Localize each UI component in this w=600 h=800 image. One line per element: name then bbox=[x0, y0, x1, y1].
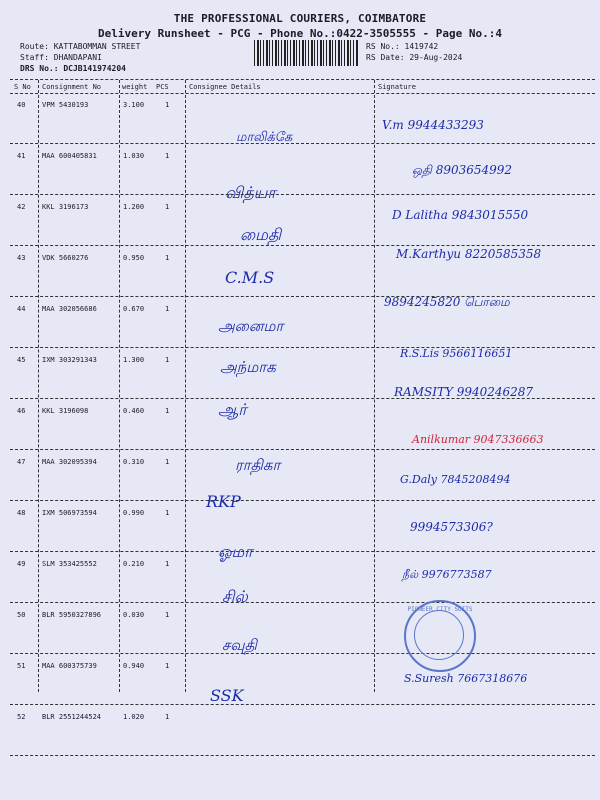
row-consignment-no: VPM 5430193 bbox=[42, 101, 89, 109]
row-consignment-no: MAA 302056686 bbox=[42, 305, 97, 313]
row-consignment-no: KKL 3196173 bbox=[42, 203, 89, 211]
signature-handwriting: G.Daly 7845208494 bbox=[400, 473, 511, 486]
row-sno: 43 bbox=[17, 254, 26, 262]
row-consignment-no: MAA 600375739 bbox=[42, 662, 97, 670]
row-weight: 1.200 bbox=[123, 203, 145, 211]
signature-handwriting: நீல் 9976773587 bbox=[402, 568, 492, 581]
row-pcs: 1 bbox=[165, 152, 170, 160]
signature-handwriting: V.m 9944433293 bbox=[382, 118, 484, 132]
row-pcs: 1 bbox=[165, 509, 170, 517]
row-sno: 45 bbox=[17, 356, 26, 364]
row-sno: 42 bbox=[17, 203, 26, 211]
row-consignment-no: MAA 302095394 bbox=[42, 458, 97, 466]
consignee-handwriting: SSK bbox=[210, 686, 244, 705]
rs-date: RS Date: 29-Aug-2024 bbox=[366, 53, 463, 62]
row-pcs: 1 bbox=[165, 305, 170, 313]
row-weight: 0.210 bbox=[123, 560, 145, 568]
row-sno: 40 bbox=[17, 101, 26, 109]
route-text: Route: KATTABOMMAN STREET bbox=[20, 42, 141, 51]
row-sno: 46 bbox=[17, 407, 26, 415]
page-title: THE PROFESSIONAL COURIERS, COIMBATORE bbox=[173, 12, 427, 25]
row-pcs: 1 bbox=[165, 356, 170, 364]
row-sno: 47 bbox=[17, 458, 26, 466]
consignee-handwriting: மைதி bbox=[240, 225, 282, 244]
signature-handwriting: S.Suresh 7667318676 bbox=[404, 672, 528, 685]
row-pcs: 1 bbox=[165, 101, 170, 109]
row-separator bbox=[10, 755, 595, 756]
col-header-pcs: PCS bbox=[156, 83, 169, 91]
row-separator bbox=[10, 194, 595, 195]
row-consignment-no: BLR 2551244524 bbox=[42, 713, 102, 721]
row-consignment-no: IXM 506973594 bbox=[42, 509, 97, 517]
row-pcs: 1 bbox=[165, 203, 170, 211]
col-header-signature: Signature bbox=[378, 83, 416, 91]
row-sno: 48 bbox=[17, 509, 26, 517]
signature-handwriting: ஒதி 8903654992 bbox=[412, 163, 513, 177]
row-separator bbox=[10, 602, 595, 603]
drs-number: DRS No.: DCJB141974204 bbox=[20, 64, 126, 73]
row-consignment-no: SLM 353425552 bbox=[42, 560, 97, 568]
consignee-handwriting: அந்மாக bbox=[220, 358, 276, 376]
signature-handwriting: M.Karthyu 8220585358 bbox=[396, 247, 542, 261]
row-separator bbox=[10, 500, 595, 501]
row-weight: 0.030 bbox=[123, 611, 145, 619]
row-consignment-no: KKL 3196098 bbox=[42, 407, 89, 415]
signature-handwriting: Anilkumar 9047336663 bbox=[412, 433, 544, 446]
row-sno: 52 bbox=[17, 713, 26, 721]
consignee-handwriting: C.M.S bbox=[225, 268, 275, 287]
row-separator bbox=[10, 245, 595, 246]
row-separator bbox=[10, 143, 595, 144]
row-weight: 0.460 bbox=[123, 407, 145, 415]
consignee-handwriting: RKP bbox=[206, 492, 241, 511]
row-consignment-no: BLR 5950327896 bbox=[42, 611, 102, 619]
column-divider bbox=[185, 80, 186, 692]
row-weight: 0.940 bbox=[123, 662, 145, 670]
signature-handwriting: 9894245820 பொமை bbox=[384, 295, 510, 309]
row-weight: 0.670 bbox=[123, 305, 145, 313]
column-divider bbox=[119, 80, 120, 692]
col-header-sno: S No bbox=[14, 83, 31, 91]
consignee-handwriting: வித்யா bbox=[225, 183, 276, 202]
col-header-consignment: Consignment No bbox=[42, 83, 102, 91]
signature-handwriting: RAMSITY 9940246287 bbox=[394, 385, 534, 399]
row-pcs: 1 bbox=[165, 254, 170, 262]
row-separator bbox=[10, 551, 595, 552]
row-sno: 51 bbox=[17, 662, 26, 670]
consignee-handwriting: சில் bbox=[222, 587, 248, 606]
stamp-ring bbox=[414, 610, 464, 660]
barcode bbox=[254, 40, 358, 66]
company-stamp bbox=[404, 600, 476, 672]
row-pcs: 1 bbox=[165, 662, 170, 670]
row-pcs: 1 bbox=[165, 713, 170, 721]
row-pcs: 1 bbox=[165, 560, 170, 568]
row-weight: 1.030 bbox=[123, 152, 145, 160]
row-consignment-no: MAA 600405831 bbox=[42, 152, 97, 160]
row-weight: 0.950 bbox=[123, 254, 145, 262]
row-pcs: 1 bbox=[165, 458, 170, 466]
row-pcs: 1 bbox=[165, 407, 170, 415]
row-weight: 1.020 bbox=[123, 713, 145, 721]
staff-text: Staff: DHANDAPANI bbox=[20, 53, 102, 62]
stamp-text: PIONEER CITY SUITS bbox=[407, 606, 473, 613]
col-header-consignee: Consignee Details bbox=[189, 83, 261, 91]
consignee-handwriting: ஓமா bbox=[218, 542, 253, 561]
consignee-handwriting: மாலிக்கே bbox=[236, 130, 293, 145]
consignee-handwriting: ஆர் bbox=[218, 400, 247, 419]
row-weight: 0.990 bbox=[123, 509, 145, 517]
signature-handwriting: D Lalitha 9843015550 bbox=[392, 208, 529, 222]
row-pcs: 1 bbox=[165, 611, 170, 619]
row-sno: 41 bbox=[17, 152, 26, 160]
table-top-rule bbox=[10, 79, 595, 80]
col-header-weight: weight bbox=[122, 83, 148, 91]
signature-handwriting: 9994573306? bbox=[410, 520, 493, 534]
consignee-handwriting: அனைமா bbox=[218, 317, 284, 335]
row-weight: 3.100 bbox=[123, 101, 145, 109]
row-separator bbox=[10, 449, 595, 450]
row-separator bbox=[10, 653, 595, 654]
row-weight: 1.300 bbox=[123, 356, 145, 364]
row-sno: 44 bbox=[17, 305, 26, 313]
signature-handwriting: R.S.Lis 9566116651 bbox=[400, 347, 513, 360]
consignee-handwriting: ராதிகா bbox=[235, 456, 281, 474]
consignee-handwriting: சவுதி bbox=[222, 636, 257, 654]
row-consignment-no: VDK 5660276 bbox=[42, 254, 89, 262]
row-sno: 49 bbox=[17, 560, 26, 568]
table-header-rule bbox=[10, 93, 595, 94]
row-weight: 0.310 bbox=[123, 458, 145, 466]
column-divider bbox=[38, 80, 39, 692]
row-consignment-no: IXM 303291343 bbox=[42, 356, 97, 364]
rs-number: RS No.: 1419742 bbox=[366, 42, 439, 51]
row-separator bbox=[10, 704, 595, 705]
page-subtitle: Delivery Runsheet - PCG - Phone No.:0422-3505555 - Page No.:4 bbox=[98, 27, 502, 40]
row-sno: 50 bbox=[17, 611, 26, 619]
column-divider bbox=[374, 80, 375, 692]
